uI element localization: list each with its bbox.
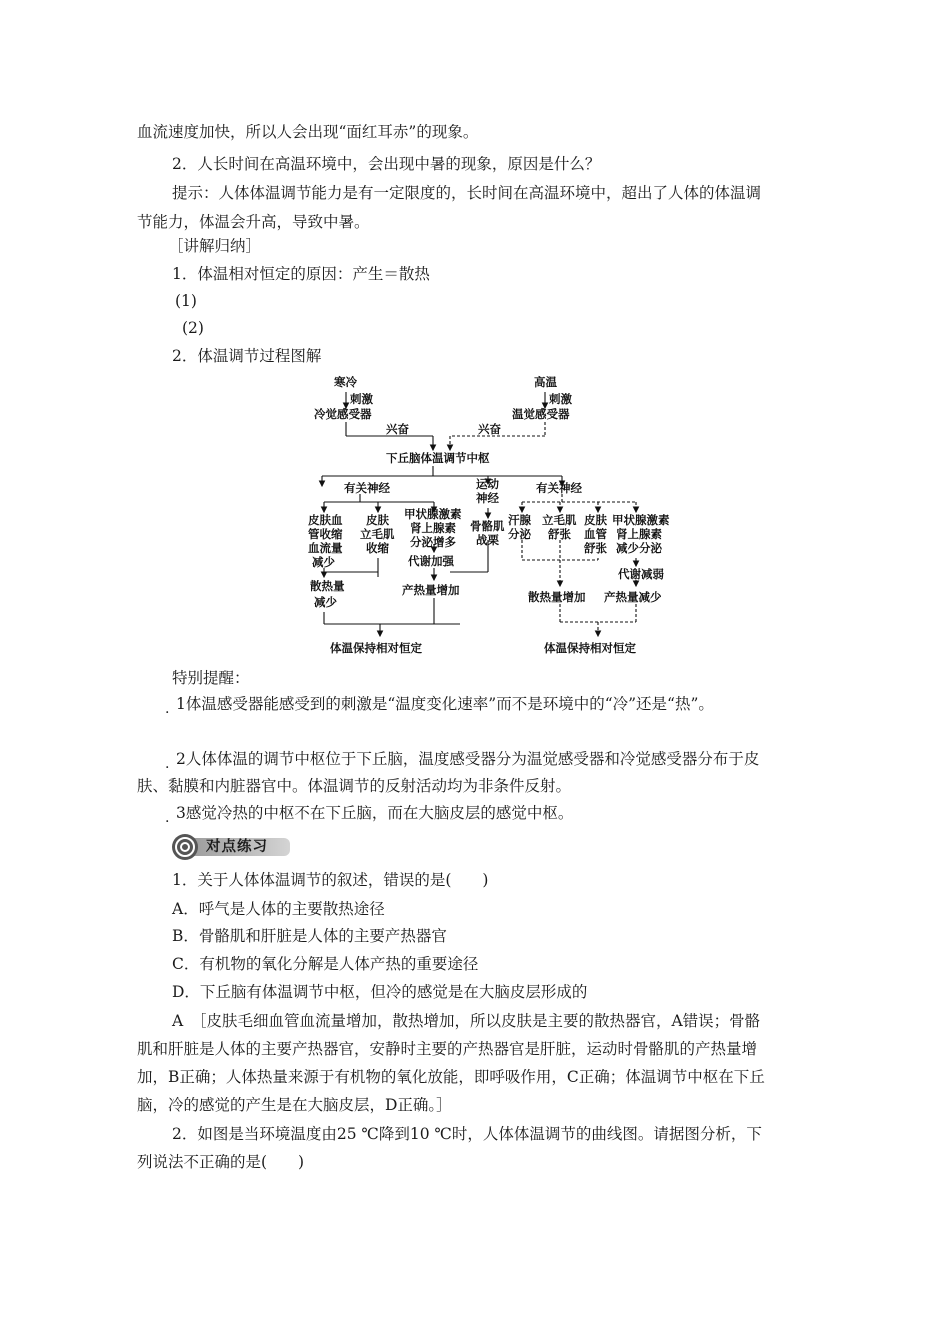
stable-left-label: 体温保持相对恒定 — [330, 641, 422, 655]
center-label: 下丘脑体温调节中枢 — [386, 451, 490, 465]
list-marker: (2) — [182, 319, 204, 337]
arrector-label: 皮肤 — [366, 513, 389, 527]
hormone-up-label: 肾上腺素 — [410, 521, 456, 535]
vessel-dilate-label: 舒张 — [584, 541, 607, 555]
option-b: B．骨骼肌和肝脏是人体的主要产热器官 — [172, 927, 447, 945]
metab-up-label: 代谢加强 — [408, 554, 454, 568]
hormone-up-label: 分泌增多 — [410, 535, 456, 549]
heat-loss-up-label: 散热量增加 — [528, 590, 586, 604]
motor-nerve-label: 运动 — [476, 477, 499, 491]
note-line: 2人体体温的调节中枢位于下丘脑，温度感受器分为温觉感受器和冷觉感受器分布于皮 — [176, 750, 760, 768]
text-line: 1．体温相对恒定的原因：产生＝散热 — [172, 265, 430, 283]
hormone-up-label: 甲状腺激素 — [404, 507, 462, 521]
shiver-label: 战栗 — [476, 533, 499, 547]
question-line: 2．人长时间在高温环境中，会出现中暑的现象，原因是什么？ — [172, 155, 601, 173]
question-line: 2．如图是当环境温度由25 ℃降到10 ℃时，人体体温调节的曲线图。请据图分析，下 — [172, 1125, 762, 1143]
option-a: A．呼气是人体的主要散热途径 — [172, 900, 385, 918]
excite-label: 兴奋 — [386, 422, 409, 436]
question-line: 1．关于人体体温调节的叙述，错误的是( ) — [172, 871, 489, 889]
question-line: 列说法不正确的是( ) — [137, 1153, 305, 1171]
bullet-dot: . — [165, 756, 170, 772]
motor-nerve-label: 神经 — [476, 491, 499, 505]
cold-label: 寒冷 — [334, 375, 357, 389]
hint-line: 提示：人体体温调节能力是有一定限度的，长时间在高温环境中，超出了人体的体温调 — [172, 184, 762, 202]
skin-vessel-label: 管收缩 — [308, 527, 343, 541]
sweat-label: 汗腺 — [508, 513, 531, 527]
heat-loss-down-label: 散热量 — [310, 579, 345, 593]
hormone-down-label: 减少分泌 — [616, 541, 662, 555]
note-line: 3感觉冷热的中枢不在下丘脑，而在大脑皮层的感觉中枢。 — [176, 804, 574, 822]
heat-prod-up-label: 产热量增加 — [402, 583, 460, 597]
heat-loss-down-label: 减少 — [314, 595, 337, 609]
option-d: D．下丘脑有体温调节中枢，但冷的感觉是在大脑皮层形成的 — [172, 983, 588, 1001]
text-line: 2．体温调节过程图解 — [172, 347, 322, 365]
cold-receptor-label: 冷觉感受器 — [314, 407, 372, 421]
option-c: C．有机物的氧化分解是人体产热的重要途径 — [172, 955, 479, 973]
target-icon — [172, 834, 198, 860]
diagram-labels — [308, 375, 670, 655]
bullet-dot: . — [165, 810, 170, 826]
vessel-dilate-label: 皮肤 — [584, 513, 607, 527]
practice-banner — [172, 834, 290, 860]
list-marker: (1) — [175, 292, 197, 310]
arrector-relax-label: 舒张 — [548, 527, 571, 541]
answer-line: 脑，冷的感觉的产生是在大脑皮层，D正确。］ — [137, 1096, 452, 1114]
heat-prod-down-label: 产热量减少 — [604, 590, 662, 604]
skin-vessel-label: 血流量 — [308, 541, 343, 555]
sweat-label: 分泌 — [508, 527, 531, 541]
stable-right-label: 体温保持相对恒定 — [544, 641, 636, 655]
warm-receptor-label: 温觉感受器 — [512, 407, 570, 421]
note-heading: 特别提醒： — [172, 669, 250, 687]
nerve-label: 有关神经 — [344, 481, 390, 495]
answer-line: A ［皮肤毛细血管血流量增加，散热增加，所以皮肤是主要的散热器官，A错误；骨骼 — [172, 1012, 761, 1030]
arrector-label: 收缩 — [366, 541, 389, 555]
hormone-down-label: 肾上腺素 — [616, 527, 662, 541]
arrector-relax-label: 立毛肌 — [542, 513, 577, 527]
skin-vessel-label: 皮肤血 — [308, 513, 343, 527]
note-line: 1体温感受器能感受到的刺激是“温度变化速率”而不是环境中的“冷”还是“热”。 — [176, 695, 714, 713]
hormone-down-label: 甲状腺激素 — [612, 513, 670, 527]
banner-label: 对点练习 — [206, 838, 268, 855]
metab-down-label: 代谢减弱 — [618, 567, 664, 581]
note-line: 肤、黏膜和内脏器官中。体温调节的反射活动均为非条件反射。 — [137, 777, 572, 795]
excite-label: 兴奋 — [478, 422, 501, 436]
answer-line: 肌和肝脏是人体的主要产热器官，安静时主要的产热器官是肝脏，运动时骨骼肌的产热量增 — [137, 1040, 758, 1058]
shiver-label: 骨骼肌 — [470, 519, 505, 533]
vessel-dilate-label: 血管 — [584, 527, 607, 541]
stim-label: 刺激 — [350, 392, 373, 406]
skin-vessel-label: 减少 — [312, 555, 335, 569]
answer-line: 加，B正确；人体热量来源于有机物的氧化放能，即呼吸作用，C正确；体温调节中枢在下丘 — [137, 1068, 765, 1086]
text-line: 血流速度加快，所以人会出现“面红耳赤”的现象。 — [137, 123, 479, 141]
hot-label: 高温 — [534, 375, 557, 389]
arrector-label: 立毛肌 — [360, 527, 395, 541]
stim-label: 刺激 — [549, 392, 572, 406]
bullet-dot: . — [165, 701, 170, 717]
thermoregulation-diagram — [300, 372, 700, 662]
hint-line: 节能力，体温会升高，导致中暑。 — [137, 213, 370, 231]
nerve-label: 有关神经 — [536, 481, 582, 495]
section-heading: ［讲解归纳］ — [168, 237, 262, 255]
